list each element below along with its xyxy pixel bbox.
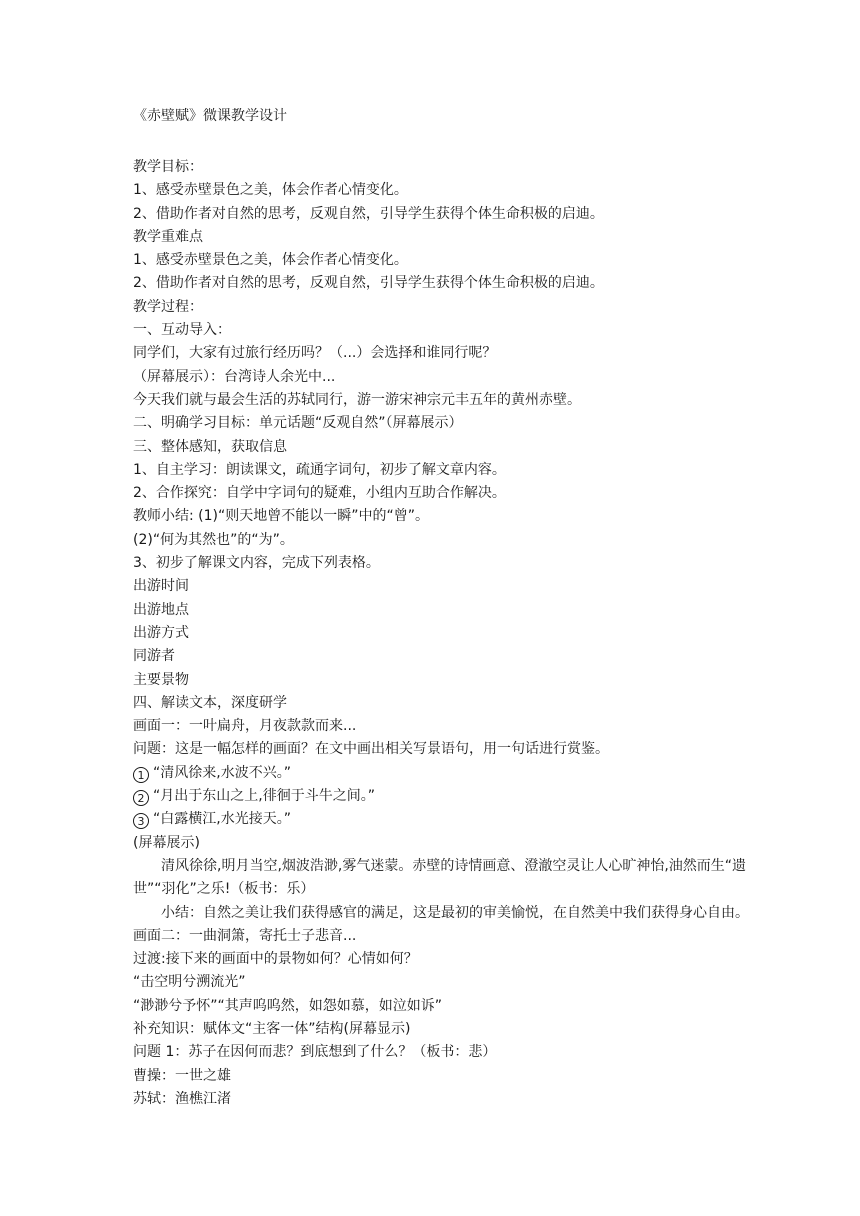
text-line: 教师小结: (1)“则天地曾不能以一瞬”中的“曾”。 — [133, 508, 430, 525]
quote-text: “清风徐来,水波不兴。” — [153, 764, 291, 781]
text-line: 2、借助作者对自然的思考，反观自然，引导学生获得个体生命积极的启迪。 — [133, 205, 604, 222]
table-item: 出游地点 — [133, 601, 189, 618]
numbered-quotes — [133, 762, 773, 832]
text-line: 画面二：一曲洞箫，寄托士子悲音... — [133, 927, 357, 944]
numbered-quote — [133, 808, 773, 831]
quote-text: “月出于东山之上,徘徊于斗牛之间。” — [153, 788, 375, 805]
text-line: 3、初步了解课文内容，完成下列表格。 — [133, 555, 380, 572]
text-line: 教学重难点 — [133, 228, 203, 245]
text-line: 二、明确学习目标：单元话题“反观自然”（屏幕展示） — [133, 415, 463, 432]
body-lines-1 — [133, 156, 773, 762]
text-line: 问题：这是一幅怎样的画面？在文中画出相关写景语句，用一句话进行赏鉴。 — [133, 741, 609, 758]
screen-label: (屏幕展示) — [133, 834, 200, 851]
table-item: 出游方式 — [133, 624, 189, 641]
table-item: 主要景物 — [133, 671, 189, 688]
text-line: “渺渺兮予怀”“其声呜呜然，如怨如慕，如泣如诉” — [133, 997, 443, 1014]
text-line: 今天我们就与最会生活的苏轼同行，游一游宋神宗元丰五年的黄州赤壁。 — [133, 391, 581, 408]
text-line: 1、感受赤壁景色之美，体会作者心情变化。 — [133, 252, 408, 269]
text-line: 曹操：一世之雄 — [133, 1067, 231, 1084]
text-line: 过渡:接下来的画面中的景物如何？心情如何？ — [133, 951, 418, 968]
circled-number: 3 — [133, 813, 149, 829]
text-line: 1、感受赤壁景色之美，体会作者心情变化。 — [133, 182, 408, 199]
text-line: 问题 1：苏子在因何而悲？到底想到了什么？（板书：悲） — [133, 1044, 497, 1061]
text-line: （屏幕展示）：台湾诗人余光中... — [133, 368, 336, 385]
body-lines-2 — [133, 925, 773, 1111]
text-line: 一、互动导入： — [133, 322, 231, 339]
text-line: 教学目标： — [133, 159, 203, 175]
paragraph-scenery: 清风徐徐,明月当空,烟波浩渺,雾气迷蒙。赤壁的诗情画意、澄澈空灵让人心旷神怡,油然而生“遗世”“羽化”之乐!（板书：乐） — [133, 857, 747, 898]
quote-text: “白露横江,水光接天。” — [153, 811, 291, 828]
text-line: 四、解读文本，深度研学 — [133, 694, 287, 711]
text-line: 画面一：一叶扁舟，月夜款款而来... — [133, 718, 357, 735]
text-line: (2)“何为其然也”的“为”。 — [133, 531, 294, 548]
text-line: 苏轼：渔樵江渚 — [133, 1090, 231, 1107]
numbered-quote — [133, 762, 773, 785]
circled-number: 1 — [133, 767, 149, 783]
text-line: 补充知识：赋体文“主客一体”结构(屏幕显示) — [133, 1020, 411, 1037]
text-line: 同学们，大家有过旅行经历吗？（...）会选择和谁同行呢？ — [133, 345, 497, 362]
document-title: 《赤壁赋》微课教学设计 — [133, 108, 287, 124]
text-line: 2、借助作者对自然的思考，反观自然，引导学生获得个体生命积极的启迪。 — [133, 275, 604, 292]
text-line: 三、整体感知，获取信息 — [133, 438, 287, 455]
paragraph-summary: 小结：自然之美让我们获得感官的满足，这是最初的审美愉悦，在自然美中我们获得身心自由。 — [161, 904, 749, 921]
table-item: 同游者 — [133, 648, 175, 665]
text-line: 教学过程： — [133, 298, 203, 315]
text-line: “击空明兮溯流光” — [133, 974, 246, 991]
text-line: 1、自主学习：朗读课文，疏通字词句，初步了解文章内容。 — [133, 461, 506, 478]
document-page — [133, 105, 773, 1111]
table-item: 出游时间 — [133, 578, 189, 595]
text-line: 2、合作探究：自学中字词句的疑难，小组内互助合作解决。 — [133, 485, 506, 502]
circled-number: 2 — [133, 790, 149, 806]
numbered-quote — [133, 785, 773, 808]
